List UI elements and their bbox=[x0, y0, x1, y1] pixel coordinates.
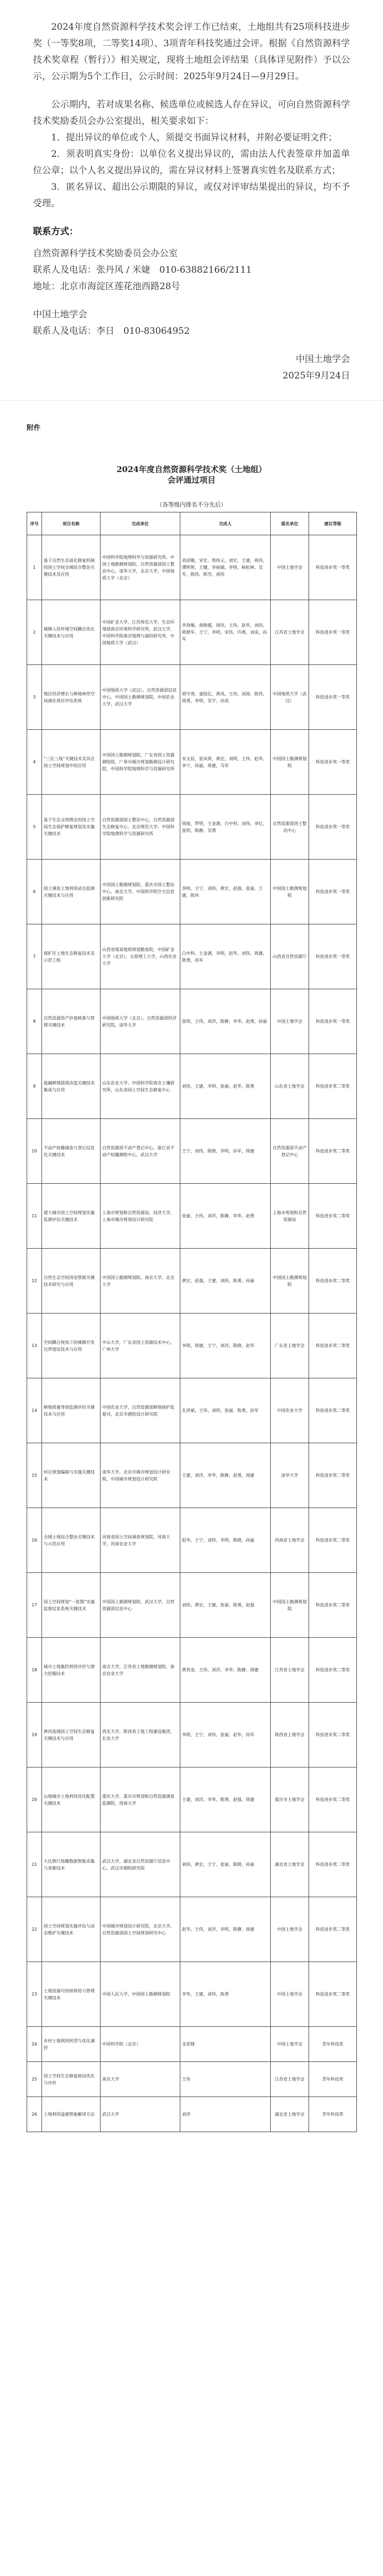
cell-units: 南京大学 bbox=[101, 2062, 180, 2097]
cell-grade: 科技进步奖二等奖 bbox=[309, 1184, 357, 1249]
cell-grade: 科技进步奖二等奖 bbox=[309, 1378, 357, 1443]
cell-nominator: 中国土地学会 bbox=[271, 989, 309, 1054]
cell-index: 26 bbox=[27, 2097, 42, 2132]
table-row bbox=[27, 1443, 357, 1508]
cell-units: 河南省国土空间调查规划院，河南大学，河南农业大学 bbox=[101, 1508, 180, 1573]
cell-nominator: 自然资源部国土整治中心 bbox=[271, 795, 309, 860]
cell-people: 王伟 bbox=[180, 2062, 271, 2097]
cell-nominator: 江苏省土地学会 bbox=[271, 600, 309, 665]
cell-nominator: 陕西省土地学会 bbox=[271, 1703, 309, 1767]
cell-project-name: 基于生态文明理念的国土空间生态保护修复规划及实施关键技术 bbox=[42, 795, 101, 860]
cell-grade: 科技进步奖二等奖 bbox=[309, 1508, 357, 1573]
cell-nominator: 中国土地学会 bbox=[271, 1897, 309, 1962]
cell-units: 中国城市规划设计研究院，北京大学，自然资源部国土空间规划研究中心 bbox=[101, 1897, 180, 1962]
cell-people: 李明，王宁，刘伟，黄宏，赵强，张丽，王建，陈伟 bbox=[180, 860, 271, 924]
header-project-name: 项目名称 bbox=[42, 512, 101, 535]
table-row bbox=[27, 924, 357, 989]
cell-index: 8 bbox=[27, 989, 42, 1054]
cell-nominator: 山西省自然资源厅 bbox=[271, 924, 309, 989]
attachment-title-line1: 2024年度自然资源科学技术奖（土地组） bbox=[116, 465, 267, 474]
cell-people: 王建，刘洋，李华，陈勇，赵强，周建 bbox=[180, 1767, 271, 1832]
signature-date: 2025年9月24日 bbox=[282, 371, 350, 381]
table-row bbox=[27, 1054, 357, 1119]
cell-project-name: 国土空间生态修复格局优化与评价 bbox=[42, 2062, 101, 2097]
table-row bbox=[27, 730, 357, 795]
cell-project-name: 基于自然生态退化修复机制的国土空间全域综合整治关键技术及应用 bbox=[42, 535, 101, 600]
table-row bbox=[27, 1703, 357, 1767]
cell-nominator: 广东省土地学会 bbox=[271, 1314, 309, 1378]
cell-grade: 科技进步奖二等奖 bbox=[309, 1249, 357, 1314]
cell-grade: 科技进步奖二等奖 bbox=[309, 1703, 357, 1767]
cell-project-name: 地区经济增长与耕地林草空间演化效应评估系统 bbox=[42, 665, 101, 730]
cell-units: 自然资源部国土整治中心，自然资源部生态修复中心，北京师范大学，中国科学院地理科学与资源研究所 bbox=[101, 795, 180, 860]
cell-project-name: 自然资源资产价值核算与管理关键技术 bbox=[42, 989, 101, 1054]
table-row bbox=[27, 1378, 357, 1443]
cell-project-name: 大比例尺地籍数据智能采集与更新技术 bbox=[42, 1832, 101, 1897]
cell-units: 山东农业大学，中国科学院南京土壤研究所，山东省国土空间生态修复中心 bbox=[101, 1054, 180, 1119]
cell-units: 山西省煤炭地质规划勘查院，中国矿业大学（北京），太原理工大学，山西农业大学 bbox=[101, 924, 180, 989]
cell-nominator: 河南省土地学会 bbox=[271, 1508, 309, 1573]
notice-section bbox=[0, 0, 383, 400]
cell-project-name: 煤矿区土地生态修复技术及示范工程 bbox=[42, 924, 101, 989]
cell-project-name: 村庄规划编制与实施关键技术 bbox=[42, 1443, 101, 1508]
cell-nominator: 中国土地学会 bbox=[271, 1962, 309, 2027]
cell-people: 李华，王建，刘伟，陈勇 bbox=[180, 1962, 271, 2027]
table-row bbox=[27, 1119, 357, 1184]
cell-grade: 科技进步奖二等奖 bbox=[309, 1638, 357, 1703]
cell-people: 刘伟，黄宏，王建，张丽，陈勇，赵强 bbox=[180, 1573, 271, 1638]
table-row bbox=[27, 1249, 357, 1314]
cell-units: 武汉大学，湖北省自然资源厅信息中心，武汉市测绘研究院 bbox=[101, 1832, 180, 1897]
table-row bbox=[27, 1184, 357, 1249]
cell-people: 赵华，王宁，刘伟，李明，陈晓，孙丽 bbox=[180, 1508, 271, 1573]
cell-units: 中国国土勘测规划院，广东省国土资源测绘院，广州市城市规划勘测设计研究院，中国科学院地理科学与资源研究所 bbox=[101, 730, 180, 795]
cell-index: 14 bbox=[27, 1378, 42, 1443]
cell-people: 刘伟，黄宏，王宁，张丽，陈晓，孙丽 bbox=[180, 1832, 271, 1897]
cell-units: 中国国土勘测规划院，南京大学，北京大学 bbox=[101, 1249, 180, 1314]
cell-index: 4 bbox=[27, 730, 42, 795]
cell-units: 中国科学院地理科学与资源研究所，中国土地勘测规划院，自然资源部国土整治中心，清华大学，北京大学，中国地质大学（北京） bbox=[101, 535, 180, 600]
cell-grade: 科技进步奖二等奖 bbox=[309, 1962, 357, 2027]
cell-project-name: 国土调查土地利用动态监测关键技术与应用 bbox=[42, 860, 101, 924]
cell-people: 赵华，王伟，刘洋，李明，陈静，周建 bbox=[180, 1897, 271, 1962]
table-row bbox=[27, 989, 357, 1054]
cell-grade: 青年科技奖 bbox=[309, 2062, 357, 2097]
cell-people: 王宁，刘伟，陈晓，李明，孙军，周建 bbox=[180, 1119, 271, 1184]
cell-index: 10 bbox=[27, 1119, 42, 1184]
office-name: 自然资源科学技术奖励委员会办公室 bbox=[33, 248, 178, 259]
table-row bbox=[27, 2097, 357, 2132]
cell-index: 23 bbox=[27, 1962, 42, 2027]
header-grade: 建议等级 bbox=[309, 512, 357, 535]
cell-people: 张丽，王伟，刘洋，陈静，李华，赵勇 bbox=[180, 1184, 271, 1249]
cell-nominator: 上海市规划和自然资源局 bbox=[271, 1184, 309, 1249]
cell-nominator: 中国国土勘测规划院 bbox=[271, 1573, 309, 1638]
cell-grade: 科技进步奖一等奖 bbox=[309, 730, 357, 795]
cell-nominator: 中国农业大学 bbox=[271, 1378, 309, 1443]
table-row bbox=[27, 600, 357, 665]
office-address: 地址：北京市海淀区莲花池西路28号 bbox=[33, 281, 180, 292]
cell-people: 龙花楼 bbox=[180, 2027, 271, 2062]
cell-units: 西北大学，陕西省土地工程建设集团，长安大学 bbox=[101, 1703, 180, 1767]
cell-grade: 青年科技奖 bbox=[309, 2097, 357, 2132]
cell-grade: 科技进步奖一等奖 bbox=[309, 924, 357, 989]
cell-project-name: 自然生态空间用途管制关键技术研究与应用 bbox=[42, 1249, 101, 1314]
cell-project-name: 乡村土地利用转型与优化调控 bbox=[42, 2027, 101, 2062]
office-contact: 联系人及电话：张丹风 / 米婕 010-63882166/2111 bbox=[33, 265, 252, 275]
cell-nominator: 江苏省土地学会 bbox=[271, 1638, 309, 1703]
cell-people: 白中科，王金满，李明，赵华，刘伟，周建，陈勇，孙军 bbox=[180, 924, 271, 989]
cell-people: 黄贤金，王伟，刘洋，李华，陈静，周建 bbox=[180, 1638, 271, 1703]
table-row bbox=[27, 1962, 357, 2027]
cell-people: 孔祥斌，王伟，刘伟，张丽，陈勇，孙军 bbox=[180, 1378, 271, 1443]
cell-units: 清华大学，北京市城市规划设计研究院，中国城市规划设计研究院 bbox=[101, 1443, 180, 1508]
cell-people: 刘彦随，宋宏，郑伟元，刘宏，王建，周伟，谭明智，王健，李裕瑞，李明，杨松林，吴军，陈伟，陈雪，胡伟 bbox=[180, 535, 271, 600]
contact-title: 联系方式： bbox=[33, 226, 78, 237]
header-units: 完成单位 bbox=[101, 512, 180, 535]
table-header-row bbox=[27, 512, 357, 535]
requirement-3: 3．匿名异议、超出公示期限的异议，或仅对评审结果提出的异议，均不予受理。 bbox=[33, 182, 350, 209]
table-row bbox=[27, 665, 357, 730]
attachment-label: 附件 bbox=[27, 424, 41, 432]
cell-project-name: 城市土地集约利用评价与潜力挖掘技术 bbox=[42, 1638, 101, 1703]
table-row bbox=[27, 535, 357, 600]
projects-table bbox=[27, 512, 357, 2132]
cell-index: 17 bbox=[27, 1573, 42, 1638]
cell-index: 22 bbox=[27, 1897, 42, 1962]
cell-index: 6 bbox=[27, 860, 42, 924]
attachment-title-line2: 会评通过项目 bbox=[167, 475, 215, 485]
cell-people: 张明，王伟，刘洋，陈静，李华，赵勇，孙丽 bbox=[180, 989, 271, 1054]
header-people: 完成人 bbox=[180, 512, 271, 535]
cell-units: 中国矿业大学，江苏师范大学，生态环境部南京环境科学研究所，武汉大学，中国科学院南京地理与湖泊研究所，中国地质大学（武汉） bbox=[101, 600, 180, 665]
cell-index: 9 bbox=[27, 1054, 42, 1119]
cell-units: 中国地质大学（武汉），自然资源部信息中心，中国国土勘测规划院，中国农业大学，武汉大学 bbox=[101, 665, 180, 730]
cell-index: 21 bbox=[27, 1832, 42, 1897]
cell-grade: 科技进步奖二等奖 bbox=[309, 1897, 357, 1962]
attachment-section bbox=[0, 400, 383, 2153]
cell-grade: 科技进步奖二等奖 bbox=[309, 1119, 357, 1184]
cell-people: 王建，刘洋，李华，陈静，赵勇，周建 bbox=[180, 1443, 271, 1508]
table-row bbox=[27, 860, 357, 924]
cell-units: 中国国土勘测规划院，武汉大学，自然资源部信息中心 bbox=[101, 1573, 180, 1638]
cell-units: 上海市规划和自然资源局，同济大学，上海市城市规划设计研究院 bbox=[101, 1184, 180, 1249]
header-nominator: 提名单位 bbox=[271, 512, 309, 535]
table-row bbox=[27, 1638, 357, 1703]
cell-nominator: 中国国土勘测规划院 bbox=[271, 1249, 309, 1314]
cell-nominator: 重庆市土地学会 bbox=[271, 1767, 309, 1832]
cell-nominator: 中国国土勘测规划院 bbox=[271, 730, 309, 795]
cell-people: 李效顺，胡晓霞，周伟，王伟，赵华，刘伟，陈晓军，王宁，李明，宋伟，许燕，刘成，孙军 bbox=[180, 600, 271, 665]
cell-project-name: 耕地质量等别监测评价关键技术与应用 bbox=[42, 1378, 101, 1443]
cell-index: 3 bbox=[27, 665, 42, 730]
cell-people: 黄宏，赵强，王建，刘伟，陈勇，孙丽 bbox=[180, 1249, 271, 1314]
cell-units: 南京大学，江苏省土地勘测规划院，南京农业大学 bbox=[101, 1638, 180, 1703]
cell-grade: 科技进步奖二等奖 bbox=[309, 1314, 357, 1378]
cell-nominator: 山东省土地学会 bbox=[271, 1054, 309, 1119]
cell-grade: 科技进步奖二等奖 bbox=[309, 1054, 357, 1119]
table-row bbox=[27, 795, 357, 860]
cell-index: 19 bbox=[27, 1703, 42, 1767]
cell-nominator: 中国土地学会 bbox=[271, 535, 309, 600]
cell-index: 25 bbox=[27, 2062, 42, 2097]
cell-units: 重庆大学，重庆市规划和自然资源调查监测院，西南大学 bbox=[101, 1767, 180, 1832]
table-row bbox=[27, 2062, 357, 2097]
cell-index: 15 bbox=[27, 1443, 42, 1508]
cell-units: 中国人民大学，中国国土勘测规划院 bbox=[101, 1962, 180, 2027]
cell-index: 12 bbox=[27, 1249, 42, 1314]
cell-nominator: 江苏省土地学会 bbox=[271, 2062, 309, 2097]
cell-project-name: 土地资源可持续利用与管理关键技术 bbox=[42, 1962, 101, 2027]
requirement-1: 1．提出异议的单位或个人，须提交书面异议材料，并附必要证明文件； bbox=[51, 132, 337, 143]
cell-project-name: “三区三线”关键技术及其在国土空间规划中的应用 bbox=[42, 730, 101, 795]
cell-people: 刘伟，王建，李明，张丽，赵华，陈勇 bbox=[180, 1054, 271, 1119]
cell-units: 中山大学，广东省国土资源技术中心，广州大学 bbox=[101, 1314, 180, 1378]
table-row bbox=[27, 2027, 357, 2062]
cell-nominator: 中国土地学会 bbox=[271, 2027, 309, 2062]
cell-nominator: 中国国土勘测规划院 bbox=[271, 860, 309, 924]
header-index: 序号 bbox=[27, 512, 42, 535]
cell-grade: 科技进步奖一等奖 bbox=[309, 795, 357, 860]
cell-project-name: 全域土地综合整治关键技术与示范应用 bbox=[42, 1508, 101, 1573]
cell-people: 周旭，罗明，王金满，白中科，刘伟，李红，张明，陈静，吴勇 bbox=[180, 795, 271, 860]
table-row bbox=[27, 1314, 357, 1378]
attachment-subtitle: （各等级内排名不分先后） bbox=[156, 501, 227, 508]
cell-units: 中国国土勘测规划院，重庆市国土整治中心，南京大学，中国科学院空天信息创新研究院 bbox=[101, 860, 180, 924]
cell-index: 2 bbox=[27, 600, 42, 665]
table-row bbox=[27, 1767, 357, 1832]
cell-grade: 青年科技奖 bbox=[309, 2027, 357, 2062]
cell-units: 中国科学院（北京） bbox=[101, 2027, 180, 2062]
cell-project-name: 城镇人居环境空间耦合优化关键技术与应用 bbox=[42, 600, 101, 665]
cell-project-name: 盐碱耕地提质改造关键技术集成与应用 bbox=[42, 1054, 101, 1119]
cell-nominator: 中国地质大学（武汉） bbox=[271, 665, 309, 730]
cell-grade: 科技进步奖二等奖 bbox=[309, 1767, 357, 1832]
cell-index: 20 bbox=[27, 1767, 42, 1832]
cell-index: 7 bbox=[27, 924, 42, 989]
cell-nominator: 自然资源部不动产登记中心 bbox=[271, 1119, 309, 1184]
cell-index: 24 bbox=[27, 2027, 42, 2062]
cell-grade: 科技进步奖二等奖 bbox=[309, 1443, 357, 1508]
cell-index: 16 bbox=[27, 1508, 42, 1573]
cell-people: 刘洋 bbox=[180, 2097, 271, 2132]
cell-units: 自然资源部不动产登记中心，浙江省不动产权籍测绘中心，武汉大学 bbox=[101, 1119, 180, 1184]
cell-grade: 科技进步奖一等奖 bbox=[309, 535, 357, 600]
society-name: 中国土地学会 bbox=[33, 309, 87, 320]
cell-grade: 科技进步奖一等奖 bbox=[309, 989, 357, 1054]
cell-index: 13 bbox=[27, 1314, 42, 1378]
signature-org: 中国土地学会 bbox=[296, 354, 350, 365]
cell-people: 胡守庚，童陆亿，黄凤，王伟，刘涛，陈伟，周勇，李明，吴宇，孙英 bbox=[180, 665, 271, 730]
cell-project-name: 超大城市国土空间规划实施监测评估关键技术 bbox=[42, 1184, 101, 1249]
cell-index: 18 bbox=[27, 1638, 42, 1703]
table-row bbox=[27, 1573, 357, 1638]
cell-nominator: 湖北省土地学会 bbox=[271, 2097, 309, 2132]
notice-paragraph-2: 公示期内，若对成果名称、候选单位或候选人存在异议，可向自然资源科学技术奖励委员会办公室提出，相关要求如下： bbox=[33, 99, 350, 127]
table-row bbox=[27, 1832, 357, 1897]
society-contact: 联系人及电话：李日 010-83064952 bbox=[33, 326, 190, 336]
cell-index: 11 bbox=[27, 1184, 42, 1249]
cell-index: 5 bbox=[27, 795, 42, 860]
cell-nominator: 清华大学 bbox=[271, 1443, 309, 1508]
cell-project-name: 国土空间规划“一张图”实施监督信息系统关键技术 bbox=[42, 1573, 101, 1638]
cell-project-name: 土地利用遥感智能解译方法 bbox=[42, 2097, 101, 2132]
cell-units: 武汉大学 bbox=[101, 2097, 180, 2132]
cell-units: 中国农业大学，自然资源部耕地保护监督司，北京市测绘设计研究院 bbox=[101, 1378, 180, 1443]
cell-grade: 科技进步奖一等奖 bbox=[309, 665, 357, 730]
table-row bbox=[27, 1508, 357, 1573]
cell-project-name: 黄河流域国土空间生态修复关键技术与应用 bbox=[42, 1703, 101, 1767]
cell-grade: 科技进步奖二等奖 bbox=[309, 1832, 357, 1897]
cell-project-name: 空间耦合视角下的城镇开发边界划定技术与应用 bbox=[42, 1314, 101, 1378]
cell-project-name: 国土空间规划实施评估与动态维护关键技术 bbox=[42, 1897, 101, 1962]
cell-people: 安文辰，张凤荣，黄宏，刘明，王伟，赵华，李宁，孙丽，周建，马军 bbox=[180, 730, 271, 795]
cell-nominator: 湖北省土地学会 bbox=[271, 1832, 309, 1897]
requirement-2: 2．须表明真实身份：以单位名义提出异议的，需由法人代表签章并加盖单位公章；以个人名义提出异议的，需在异议材料上签署真实姓名及联系方式； bbox=[33, 149, 350, 176]
cell-project-name: 不动产权籍调查与登记信息化关键技术 bbox=[42, 1119, 101, 1184]
projects-table-body bbox=[27, 535, 357, 2132]
cell-grade: 科技进步奖二等奖 bbox=[309, 1573, 357, 1638]
table-row bbox=[27, 1897, 357, 1962]
cell-grade: 科技进步奖一等奖 bbox=[309, 600, 357, 665]
cell-grade: 科技进步奖一等奖 bbox=[309, 860, 357, 924]
cell-people: 李明，王宁，刘伟，张丽，赵华，孙军 bbox=[180, 1703, 271, 1767]
cell-units: 中国地质大学（北京），自然资源部经济研究院，清华大学 bbox=[101, 989, 180, 1054]
cell-project-name: 山地城市土地利用优化配置关键技术 bbox=[42, 1767, 101, 1832]
cell-index: 1 bbox=[27, 535, 42, 600]
cell-people: 李明，周建，王宁，刘洋，陈晓，赵华 bbox=[180, 1314, 271, 1378]
notice-paragraph-1: 2024年度自然资源科学技术奖会评工作已结束，土地组共有25项科技进步奖（一等奖8项，二等奖14项）、3项青年科技奖通过会评。根据《自然资源科学技术奖章程（暂行）》相关规定，现将土地组会评结果（具体详见附件）予以公示，公示期为5个工作日，公示时间：2025年9月24日—9月29日。 bbox=[33, 22, 350, 82]
